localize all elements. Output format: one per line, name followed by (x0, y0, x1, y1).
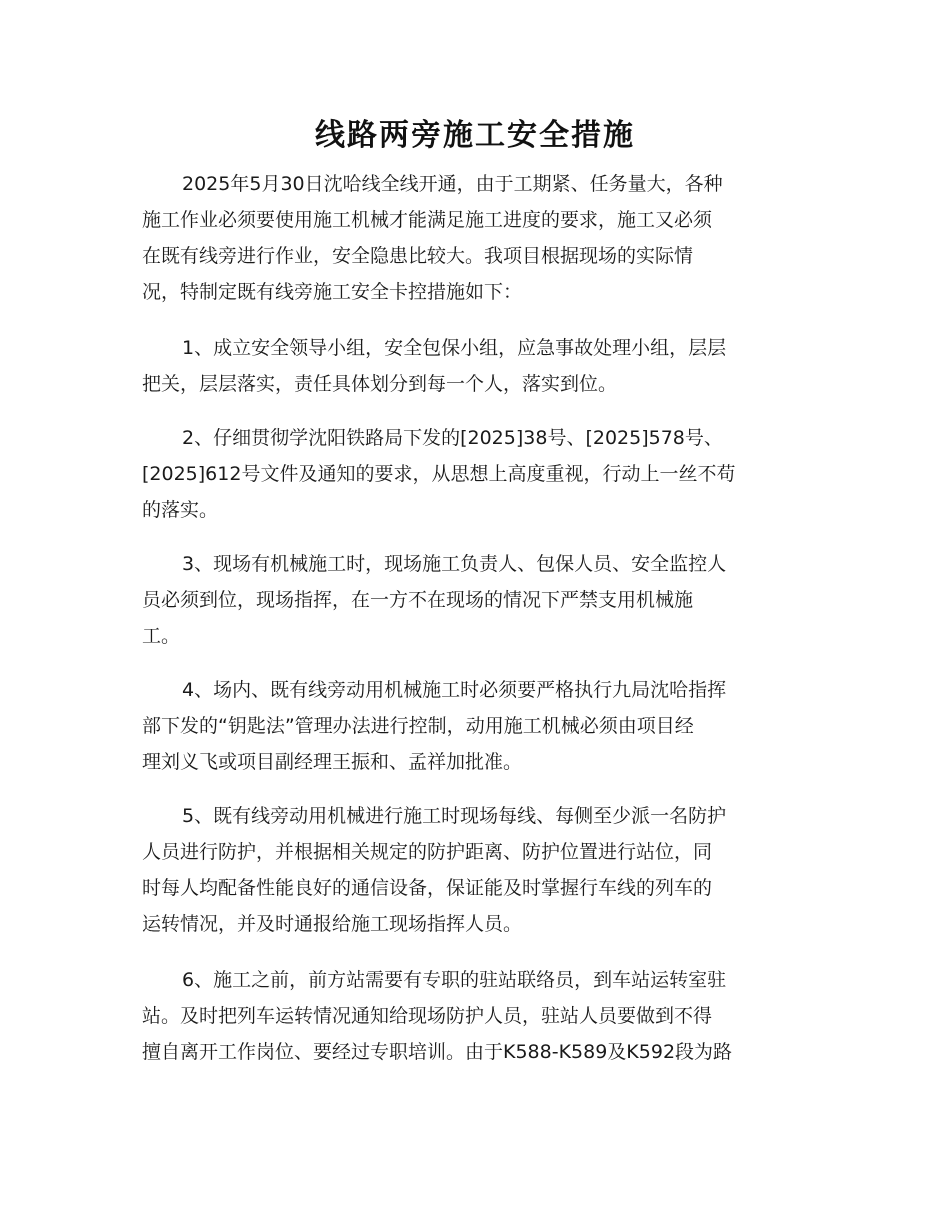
paragraph-line: 5、既有线旁动用机械进行施工时现场每线、每侧至少派一名防护 (182, 805, 727, 827)
paragraph-intro (142, 166, 810, 310)
paragraph-line: 站。及时把列车运转情况通知给现场防护人员，驻站人员要做到不得 (142, 1005, 713, 1027)
paragraph-line: 时每人均配备性能良好的通信设备，保证能及时掌握行车线的列车的 (142, 877, 713, 899)
paragraph-line: 部下发的“钥匙法”管理办法进行控制，动用施工机械必须由项目经 (142, 715, 694, 737)
paragraph-line: 2025年5月30日沈哈线全线开通，由于工期紧、任务量大，各种 (182, 173, 723, 195)
paragraph-line: 4、场内、既有线旁动用机械施工时必须要严格执行九局沈哈指挥 (182, 679, 727, 701)
paragraph-line: 6、施工之前，前方站需要有专职的驻站联络员，到车站运转室驻 (182, 969, 727, 991)
paragraph-line: 的落实。 (142, 499, 219, 521)
document-title: 线路两旁施工安全措施 (315, 118, 635, 153)
paragraph-item-5 (142, 798, 810, 942)
paragraph-item-3 (142, 546, 810, 654)
paragraph-item-2 (142, 420, 810, 528)
paragraph-line: 人员进行防护，并根据相关规定的防护距离、防护位置进行站位，同 (142, 841, 713, 863)
paragraph-line: 擅自离开工作岗位、要经过专职培训。由于K588-K589及K592段为路 (142, 1041, 733, 1063)
paragraph-line: 3、现场有机械施工时，现场施工负责人、包保人员、安全监控人 (182, 553, 727, 575)
paragraph-line: 1、成立安全领导小组，安全包保小组，应急事故处理小组，层层 (182, 337, 727, 359)
paragraph-item-1 (142, 330, 810, 402)
paragraph-item-4 (142, 672, 810, 780)
paragraph-line: 理刘义飞或项目副经理王振和、孟祥加批准。 (142, 751, 523, 773)
paragraph-line: 运转情况，并及时通报给施工现场指挥人员。 (142, 913, 523, 935)
paragraph-item-6 (142, 962, 810, 1070)
paragraph-line: 在既有线旁进行作业，安全隐患比较大。我项目根据现场的实际情 (142, 245, 694, 267)
paragraph-line: 况，特制定既有线旁施工安全卡控措施如下： (142, 281, 523, 303)
paragraph-line: 员必须到位，现场指挥，在一方不在现场的情况下严禁支用机械施 (142, 589, 694, 611)
paragraph-line: 施工作业必须要使用施工机械才能满足施工进度的要求，施工又必须 (142, 209, 713, 231)
paragraph-line: [2025]612号文件及通知的要求，从思想上高度重视，行动上一丝不苟 (142, 463, 736, 485)
paragraph-line: 工。 (142, 625, 181, 647)
paragraph-line: 2、仔细贯彻学沈阳铁路局下发的[2025]38号、[2025]578号、 (182, 427, 723, 449)
paragraph-line: 把关，层层落实，责任具体划分到每一个人，落实到位。 (142, 373, 618, 395)
